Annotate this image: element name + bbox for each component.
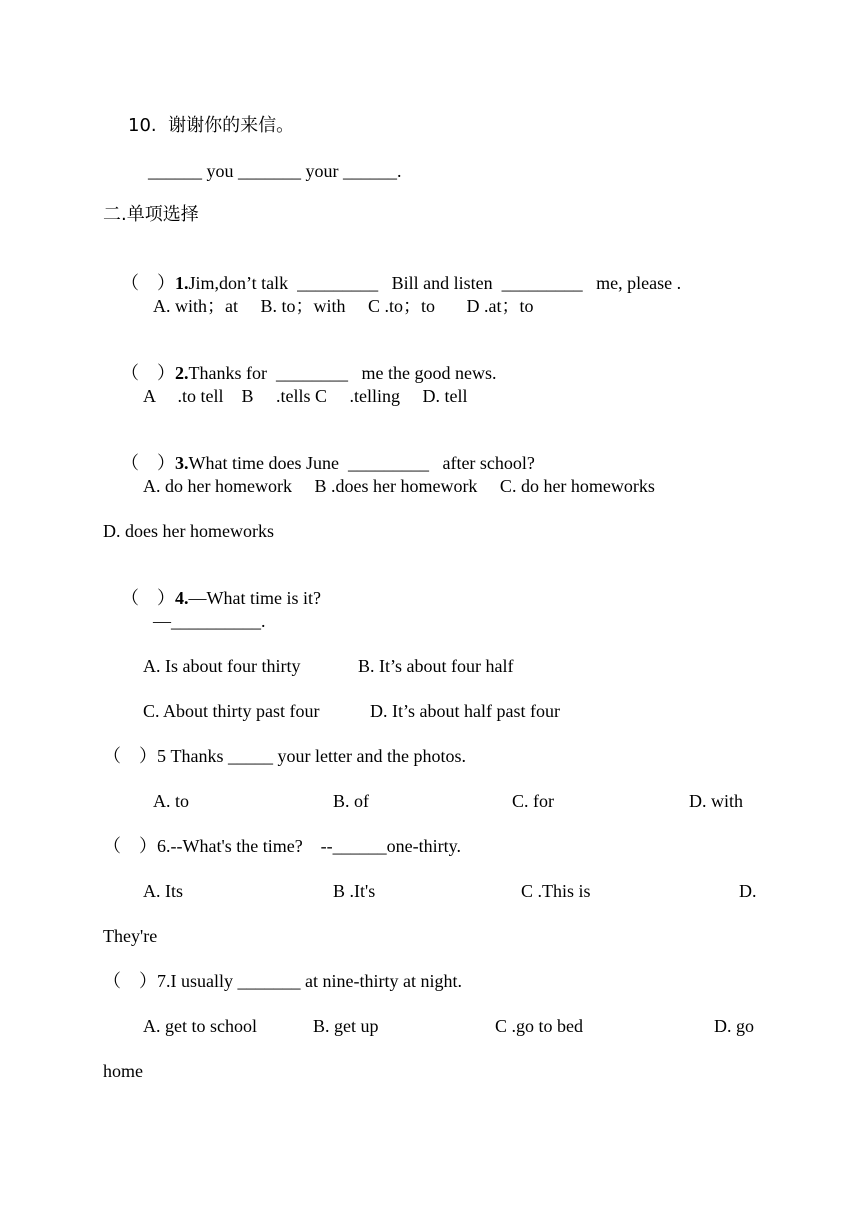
question-6: （ ）6.--What's the time? --______one-thirty. [103, 836, 461, 856]
question-1-options: A. with；at B. to；with C .to；to D .at；to [153, 296, 534, 316]
question-7-option-b: B. get up [313, 1016, 379, 1036]
question-5: （ ）5 Thanks _____ your letter and the photos. [103, 746, 466, 766]
question-2-options: A .to tell B .tells C .telling D. tell [143, 386, 468, 406]
question-number: 2. [175, 363, 189, 383]
question-text: What time does June _________ after school? [188, 453, 535, 473]
question-3-options-wrap: D. does her homeworks [103, 521, 274, 541]
question-6-option-c: C .This is [521, 881, 591, 901]
question-5-option-a: A. to [153, 791, 189, 811]
question-4-option-a: A. Is about four thirty [143, 656, 301, 676]
answer-bracket: （ ） [121, 273, 175, 293]
question-4-option-b: B. It’s about four half [358, 656, 514, 676]
question-7: （ ）7.I usually _______ at nine-thirty at night. [103, 971, 462, 991]
section-heading: 二.单项选择 [103, 204, 199, 225]
question-6-option-a: A. Its [143, 881, 183, 901]
question-number: 3. [175, 453, 189, 473]
question-5-option-c: C. for [512, 791, 554, 811]
question-number: 4. [175, 588, 189, 608]
question-6-option-b: B .It's [333, 881, 376, 901]
answer-bracket: （ ） [121, 453, 175, 473]
question-4-option-c: C. About thirty past four [143, 701, 320, 721]
question-7-option-c: C .go to bed [495, 1016, 583, 1036]
question-text: Jim,don’t talk _________ Bill and listen _________ me, please . [188, 273, 682, 293]
answer-bracket: （ ） [121, 363, 175, 383]
question-6-option-d: D. [739, 881, 757, 901]
question-7-option-d-wrap: home [103, 1061, 143, 1081]
question-text: Thanks for ________ me the good news. [188, 363, 497, 383]
question-6-option-d-wrap: They're [103, 926, 158, 946]
question-4-answer-blank: —__________. [153, 611, 266, 631]
question-text: —What time is it? [188, 588, 321, 608]
question-3-options: A. do her homework B .does her homework C. do her homeworks [143, 476, 655, 496]
question-7-option-d: D. go [714, 1016, 754, 1036]
item-10-blanks: ______ you _______ your ______. [148, 161, 402, 181]
item-10-heading: 10. 谢谢你的来信。 [128, 115, 295, 136]
answer-bracket: （ ） [121, 588, 175, 608]
question-5-option-d: D. with [689, 791, 743, 811]
question-number: 1. [175, 273, 189, 293]
question-7-option-a: A. get to school [143, 1016, 257, 1036]
question-4-option-d: D. It’s about half past four [370, 701, 560, 721]
question-5-option-b: B. of [333, 791, 369, 811]
